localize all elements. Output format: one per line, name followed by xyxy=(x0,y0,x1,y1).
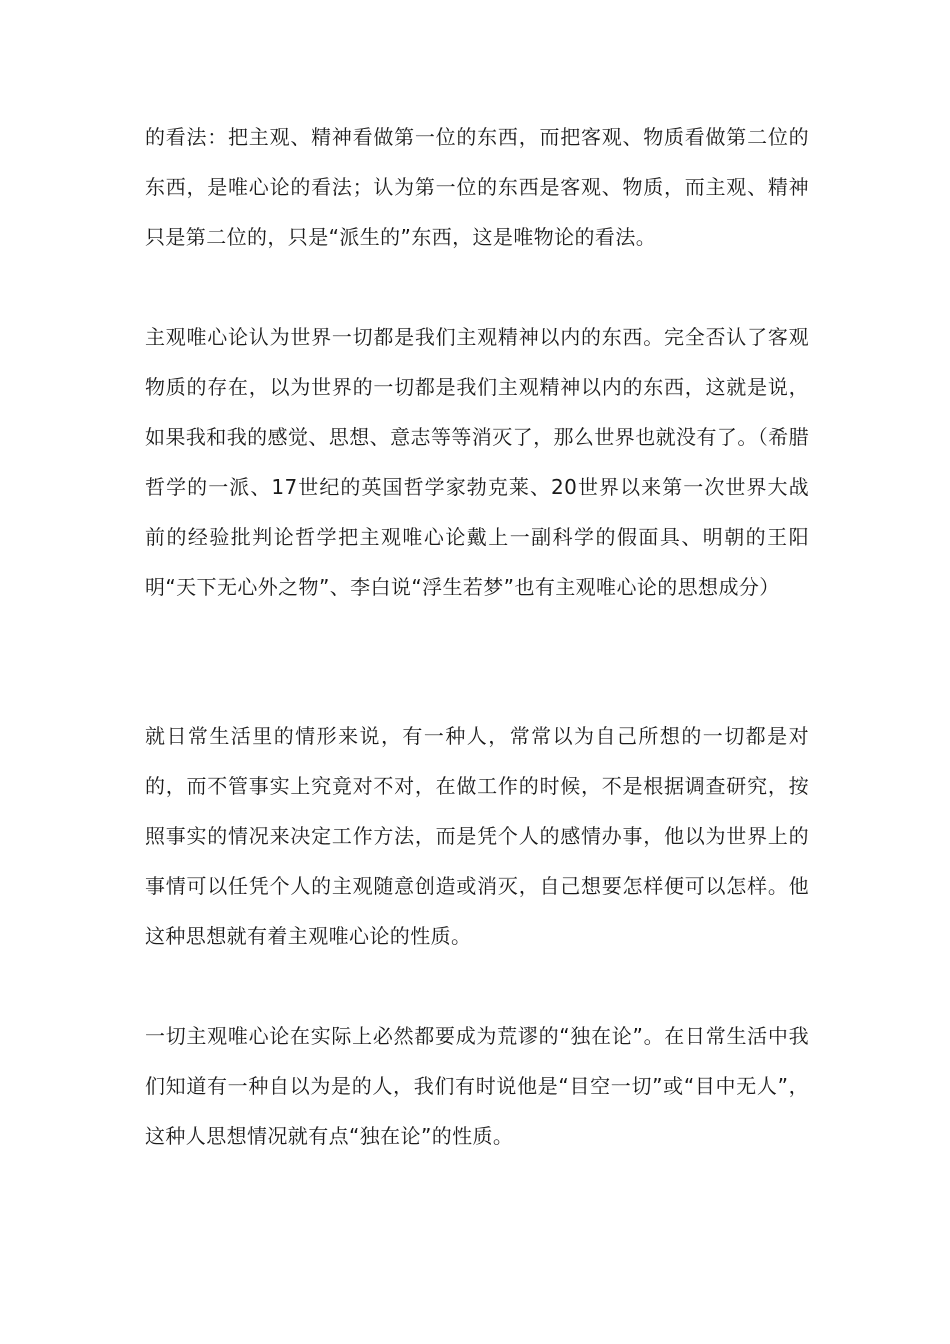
paragraph-3: 就日常生活里的情形来说，有一种人，常常以为自己所想的一切都是对的，而不管事实上究竟对不对，在做工作的时候，不是根据调查研究，按照事实的情况来决定工作方法，而是凭个人的感情办事，他以为世界上的事情可以任凭个人的主观随意创造或消灭，自己想要怎样便可以怎样。他这种思想就有着主观唯心论的性质。 xyxy=(145,724,809,948)
paragraph-2: 主观唯心论认为世界一切都是我们主观精神以内的东西。完全否认了客观物质的存在，以为世界的一切都是我们主观精神以内的东西，这就是说，如果我和我的感觉、思想、意志等等消灭了，那么世界也就没有了。（希腊哲学的一派、17世纪的英国哲学家勃克莱、20世界以来第一次世界大战前的经验批判论哲学把主观唯心论戴上一副科学的假面具、明朝的王阳明“天下无心外之物”、李白说“浮生若梦”也有主观唯心论的思想成分） xyxy=(145,325,809,599)
paragraph-4: 一切主观唯心论在实际上必然都要成为荒谬的“独在论”。在日常生活中我们知道有一种自以为是的人，我们有时说他是“目空一切”或“目中无人”，这种人思想情况就有点“独在论”的性质。 xyxy=(145,1024,809,1148)
paragraph-1: 的看法：把主观、精神看做第一位的东西，而把客观、物质看做第二位的东西，是唯心论的看法；认为第一位的东西是客观、物质，而主观、精神只是第二位的，只是“派生的”东西，这是唯物论的看法。 xyxy=(145,125,809,249)
